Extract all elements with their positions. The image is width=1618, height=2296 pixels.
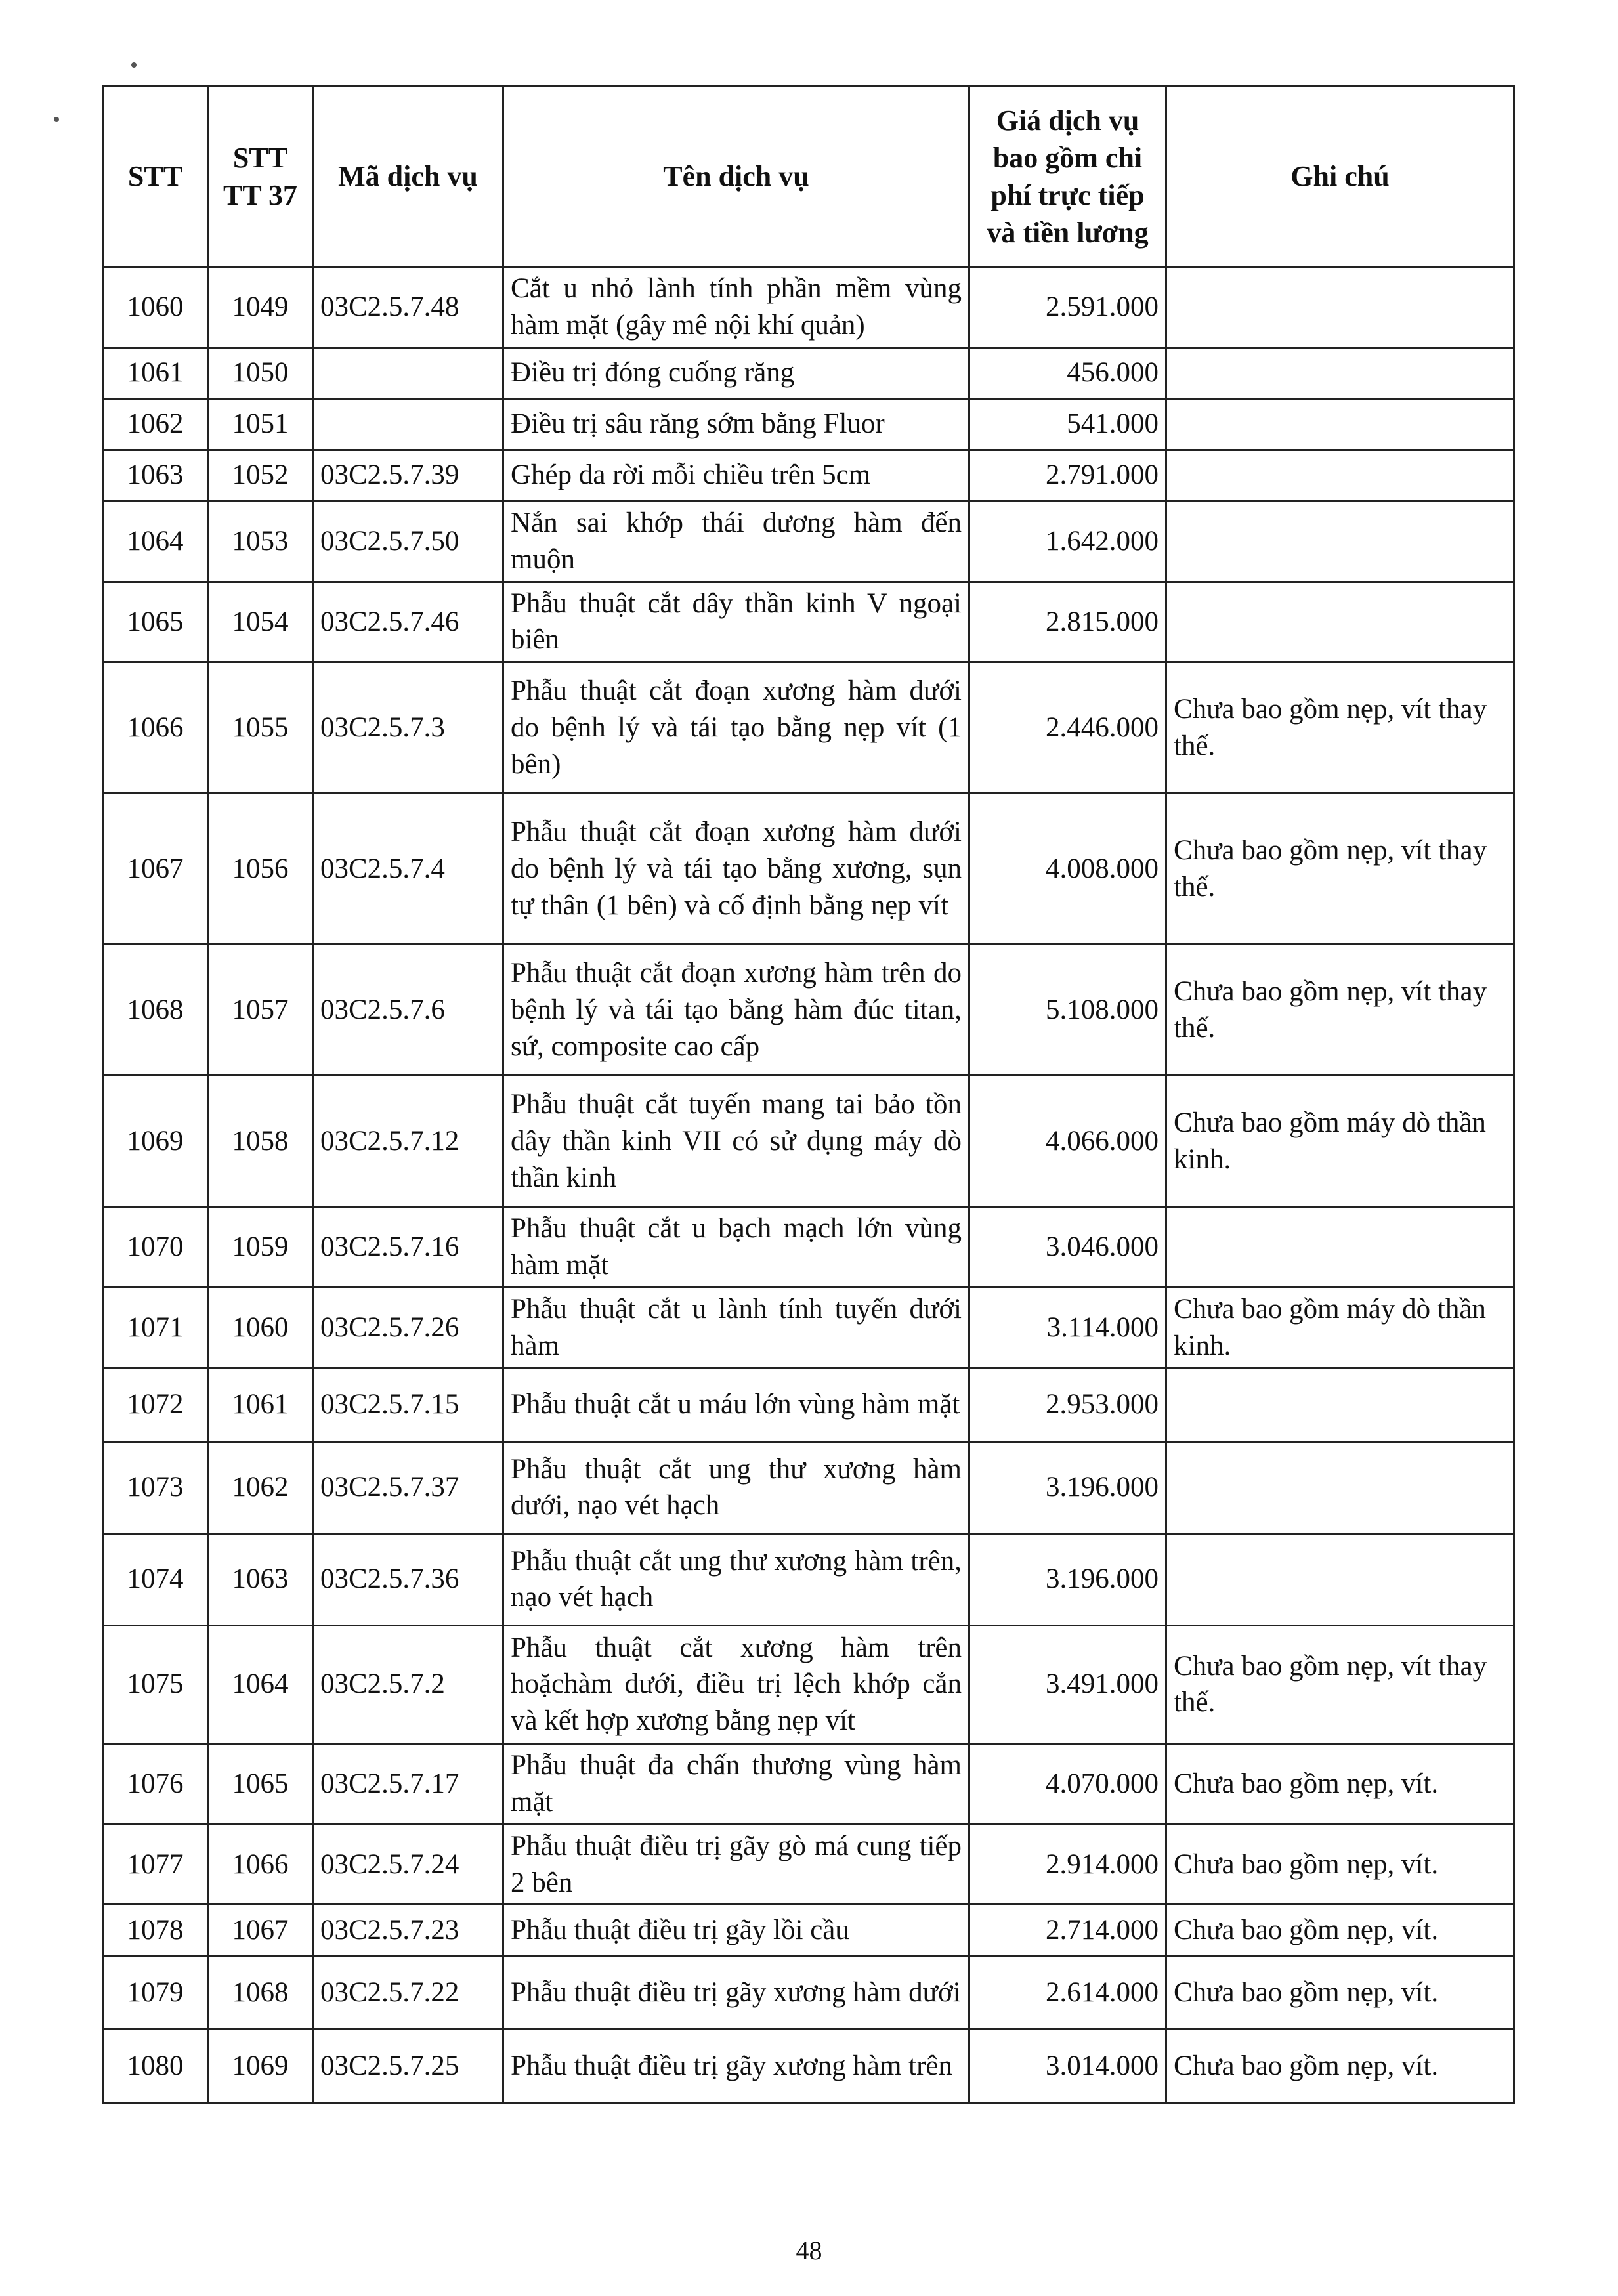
cell-note: Chưa bao gồm nẹp, vít thay thế. <box>1166 794 1514 945</box>
cell-stt: 1078 <box>103 1905 208 1956</box>
cell-stt: 1068 <box>103 945 208 1076</box>
cell-stt: 1069 <box>103 1076 208 1207</box>
cell-stt-tt37: 1068 <box>208 1956 313 2030</box>
cell-stt: 1072 <box>103 1368 208 1441</box>
table-row <box>103 1743 1514 1824</box>
cell-price: 5.108.000 <box>969 945 1166 1076</box>
cell-stt-tt37: 1059 <box>208 1207 313 1288</box>
cell-stt: 1070 <box>103 1207 208 1288</box>
cell-service-code: 03C2.5.7.39 <box>313 450 503 501</box>
table-row <box>103 1905 1514 1956</box>
table-row <box>103 1076 1514 1207</box>
cell-service-name: Điều trị sâu răng sớm bằng Fluor <box>503 398 969 450</box>
cell-stt-tt37: 1053 <box>208 501 313 582</box>
cell-service-name: Phẫu thuật cắt dây thần kinh V ngoại biên <box>503 582 969 662</box>
cell-service-name: Phẫu thuật cắt ung thư xương hàm trên, nạo vét hạch <box>503 1533 969 1625</box>
cell-service-code: 03C2.5.7.24 <box>313 1824 503 1905</box>
cell-note: Chưa bao gồm nẹp, vít thay thế. <box>1166 1625 1514 1743</box>
cell-price: 3.196.000 <box>969 1441 1166 1533</box>
cell-stt-tt37: 1066 <box>208 1824 313 1905</box>
table-row <box>103 1533 1514 1625</box>
cell-stt-tt37: 1054 <box>208 582 313 662</box>
cell-service-name: Phẫu thuật cắt u bạch mạch lớn vùng hàm mặt <box>503 1207 969 1288</box>
cell-price: 4.008.000 <box>969 794 1166 945</box>
cell-note <box>1166 450 1514 501</box>
cell-stt-tt37: 1067 <box>208 1905 313 1956</box>
cell-note: Chưa bao gồm nẹp, vít thay thế. <box>1166 945 1514 1076</box>
cell-note: Chưa bao gồm nẹp, vít. <box>1166 1956 1514 2030</box>
table-row <box>103 398 1514 450</box>
cell-stt-tt37: 1062 <box>208 1441 313 1533</box>
header-price: Giá dịch vụ bao gồm chi phí trực tiếp và tiền lương <box>969 87 1166 267</box>
cell-stt: 1065 <box>103 582 208 662</box>
cell-stt: 1077 <box>103 1824 208 1905</box>
cell-stt-tt37: 1051 <box>208 398 313 450</box>
table-header-row <box>103 87 1514 267</box>
cell-price: 3.014.000 <box>969 2030 1166 2103</box>
service-price-table <box>102 85 1515 2104</box>
cell-service-name: Phẫu thuật đa chấn thương vùng hàm mặt <box>503 1743 969 1824</box>
cell-service-name: Phẫu thuật cắt đoạn xương hàm dưới do bệnh lý và tái tạo bằng nẹp vít (1 bên) <box>503 662 969 794</box>
cell-service-name: Nắn sai khớp thái dương hàm đến muộn <box>503 501 969 582</box>
scan-speck <box>54 117 59 122</box>
cell-stt: 1073 <box>103 1441 208 1533</box>
cell-service-name: Phẫu thuật cắt tuyến mang tai bảo tồn dây thần kinh VII có sử dụng máy dò thần kinh <box>503 1076 969 1207</box>
cell-stt: 1071 <box>103 1288 208 1369</box>
cell-stt: 1060 <box>103 267 208 348</box>
cell-note: Chưa bao gồm máy dò thần kinh. <box>1166 1076 1514 1207</box>
cell-note <box>1166 267 1514 348</box>
table-row <box>103 582 1514 662</box>
cell-note: Chưa bao gồm nẹp, vít. <box>1166 1824 1514 1905</box>
cell-service-name: Phẫu thuật điều trị gãy xương hàm trên <box>503 2030 969 2103</box>
cell-note <box>1166 1207 1514 1288</box>
cell-service-name: Phẫu thuật cắt u máu lớn vùng hàm mặt <box>503 1368 969 1441</box>
page-number: 48 <box>796 2236 822 2265</box>
cell-price: 4.066.000 <box>969 1076 1166 1207</box>
cell-service-name: Điều trị đóng cuống răng <box>503 347 969 398</box>
header-service-code: Mã dịch vụ <box>313 87 503 267</box>
table-row <box>103 1956 1514 2030</box>
cell-stt-tt37: 1057 <box>208 945 313 1076</box>
cell-price: 2.953.000 <box>969 1368 1166 1441</box>
cell-price: 3.046.000 <box>969 1207 1166 1288</box>
cell-price: 456.000 <box>969 347 1166 398</box>
table-row <box>103 1625 1514 1743</box>
cell-service-code: 03C2.5.7.2 <box>313 1625 503 1743</box>
cell-service-code <box>313 398 503 450</box>
cell-note <box>1166 1533 1514 1625</box>
cell-stt-tt37: 1056 <box>208 794 313 945</box>
cell-note <box>1166 1441 1514 1533</box>
cell-price: 2.815.000 <box>969 582 1166 662</box>
cell-service-code: 03C2.5.7.3 <box>313 662 503 794</box>
cell-stt-tt37: 1052 <box>208 450 313 501</box>
cell-stt-tt37: 1060 <box>208 1288 313 1369</box>
cell-service-code: 03C2.5.7.48 <box>313 267 503 348</box>
cell-note: Chưa bao gồm máy dò thần kinh. <box>1166 1288 1514 1369</box>
cell-price: 2.714.000 <box>969 1905 1166 1956</box>
cell-note: Chưa bao gồm nẹp, vít. <box>1166 2030 1514 2103</box>
cell-service-code: 03C2.5.7.26 <box>313 1288 503 1369</box>
cell-stt-tt37: 1065 <box>208 1743 313 1824</box>
cell-stt: 1080 <box>103 2030 208 2103</box>
cell-stt: 1062 <box>103 398 208 450</box>
cell-service-code: 03C2.5.7.4 <box>313 794 503 945</box>
cell-service-code: 03C2.5.7.22 <box>313 1956 503 2030</box>
table-row <box>103 267 1514 348</box>
cell-price: 2.614.000 <box>969 1956 1166 2030</box>
cell-price: 3.196.000 <box>969 1533 1166 1625</box>
cell-stt-tt37: 1049 <box>208 267 313 348</box>
cell-note <box>1166 347 1514 398</box>
cell-service-code: 03C2.5.7.25 <box>313 2030 503 2103</box>
header-stt-tt37: STT TT 37 <box>208 87 313 267</box>
cell-stt-tt37: 1058 <box>208 1076 313 1207</box>
cell-price: 2.446.000 <box>969 662 1166 794</box>
table-row <box>103 1441 1514 1533</box>
cell-price: 541.000 <box>969 398 1166 450</box>
table-row <box>103 450 1514 501</box>
cell-service-name: Phẫu thuật cắt xương hàm trên hoặchàm dưới, điều trị lệch khớp cắn và kết hợp xương bằng nẹp vít <box>503 1625 969 1743</box>
table-row <box>103 945 1514 1076</box>
cell-stt: 1074 <box>103 1533 208 1625</box>
table-row <box>103 1288 1514 1369</box>
cell-stt-tt37: 1063 <box>208 1533 313 1625</box>
cell-service-code: 03C2.5.7.23 <box>313 1905 503 1956</box>
table-row <box>103 662 1514 794</box>
cell-service-code: 03C2.5.7.17 <box>313 1743 503 1824</box>
cell-stt-tt37: 1050 <box>208 347 313 398</box>
cell-service-name: Cắt u nhỏ lành tính phần mềm vùng hàm mặt (gây mê nội khí quản) <box>503 267 969 348</box>
cell-stt: 1067 <box>103 794 208 945</box>
cell-stt: 1075 <box>103 1625 208 1743</box>
cell-note: Chưa bao gồm nẹp, vít. <box>1166 1743 1514 1824</box>
header-stt: STT <box>103 87 208 267</box>
table-row <box>103 794 1514 945</box>
cell-stt: 1063 <box>103 450 208 501</box>
table-row <box>103 1368 1514 1441</box>
cell-service-code: 03C2.5.7.16 <box>313 1207 503 1288</box>
cell-price: 3.114.000 <box>969 1288 1166 1369</box>
cell-stt: 1061 <box>103 347 208 398</box>
cell-service-name: Phẫu thuật cắt u lành tính tuyến dưới hàm <box>503 1288 969 1369</box>
cell-stt: 1066 <box>103 662 208 794</box>
header-note: Ghi chú <box>1166 87 1514 267</box>
header-service-name: Tên dịch vụ <box>503 87 969 267</box>
cell-price: 3.491.000 <box>969 1625 1166 1743</box>
cell-note <box>1166 1368 1514 1441</box>
cell-price: 4.070.000 <box>969 1743 1166 1824</box>
cell-service-code: 03C2.5.7.36 <box>313 1533 503 1625</box>
cell-service-name: Phẫu thuật điều trị gãy gò má cung tiếp 2 bên <box>503 1824 969 1905</box>
cell-price: 2.914.000 <box>969 1824 1166 1905</box>
cell-service-code: 03C2.5.7.46 <box>313 582 503 662</box>
cell-stt: 1079 <box>103 1956 208 2030</box>
cell-note <box>1166 501 1514 582</box>
cell-stt: 1064 <box>103 501 208 582</box>
cell-note: Chưa bao gồm nẹp, vít. <box>1166 1905 1514 1956</box>
cell-stt-tt37: 1064 <box>208 1625 313 1743</box>
table-row <box>103 501 1514 582</box>
table-row <box>103 2030 1514 2103</box>
table-row <box>103 1207 1514 1288</box>
cell-service-name: Phẫu thuật cắt đoạn xương hàm dưới do bệnh lý và tái tạo bằng xương, sụn tự thân (1 bên) và cố định bằng nẹp vít <box>503 794 969 945</box>
cell-note <box>1166 582 1514 662</box>
cell-stt-tt37: 1069 <box>208 2030 313 2103</box>
table-row <box>103 347 1514 398</box>
cell-service-name: Ghép da rời mỗi chiều trên 5cm <box>503 450 969 501</box>
cell-service-code <box>313 347 503 398</box>
table-body <box>103 267 1514 2103</box>
cell-service-name: Phẫu thuật cắt đoạn xương hàm trên do bệnh lý và tái tạo bằng hàm đúc titan, sứ, composite cao cấp <box>503 945 969 1076</box>
cell-note <box>1166 398 1514 450</box>
cell-service-name: Phẫu thuật điều trị gãy xương hàm dưới <box>503 1956 969 2030</box>
cell-stt-tt37: 1055 <box>208 662 313 794</box>
cell-service-code: 03C2.5.7.15 <box>313 1368 503 1441</box>
table-row <box>103 1824 1514 1905</box>
cell-price: 1.642.000 <box>969 501 1166 582</box>
cell-price: 2.591.000 <box>969 267 1166 348</box>
scan-speck <box>131 62 137 68</box>
cell-service-code: 03C2.5.7.37 <box>313 1441 503 1533</box>
cell-price: 2.791.000 <box>969 450 1166 501</box>
cell-service-code: 03C2.5.7.6 <box>313 945 503 1076</box>
cell-note: Chưa bao gồm nẹp, vít thay thế. <box>1166 662 1514 794</box>
cell-stt-tt37: 1061 <box>208 1368 313 1441</box>
cell-service-code: 03C2.5.7.50 <box>313 501 503 582</box>
cell-service-code: 03C2.5.7.12 <box>313 1076 503 1207</box>
cell-service-name: Phẫu thuật điều trị gãy lồi cầu <box>503 1905 969 1956</box>
cell-service-name: Phẫu thuật cắt ung thư xương hàm dưới, nạo vét hạch <box>503 1441 969 1533</box>
cell-stt: 1076 <box>103 1743 208 1824</box>
